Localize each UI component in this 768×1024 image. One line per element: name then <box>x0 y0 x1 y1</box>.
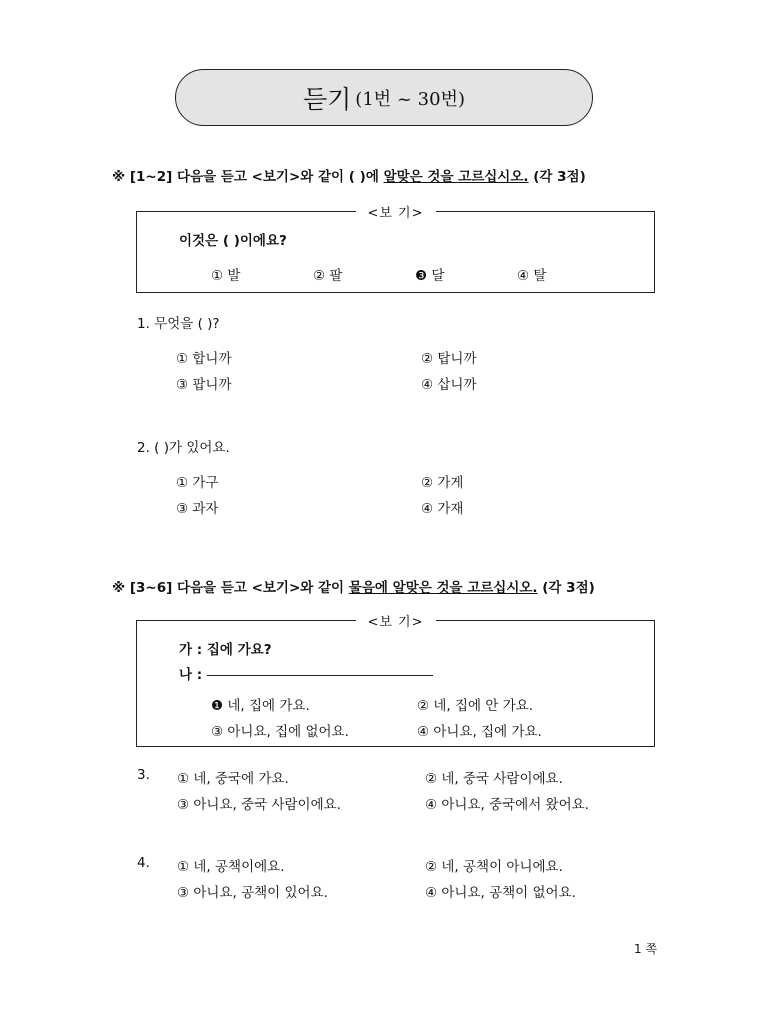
answer-option[interactable]: ④ 삽니까 <box>421 377 477 393</box>
question-2: 2. ( )가 있어요. <box>137 440 230 456</box>
answer-option[interactable]: ② 네, 중국 사람이에요. <box>425 771 563 787</box>
example-option: ④ 탈 <box>517 268 547 284</box>
example-box <box>136 206 655 293</box>
example-label: <보 기> <box>355 611 435 630</box>
answer-option[interactable]: ③ 팝니까 <box>176 377 232 393</box>
example-option: ② 네, 집에 안 가요. <box>417 698 534 714</box>
answer-option[interactable]: ④ 가재 <box>421 501 464 517</box>
page-number: 1 쪽 <box>634 942 658 956</box>
instruction-points: (각 3점) <box>537 580 595 596</box>
question-4-number: 4. <box>137 855 150 871</box>
section2-instruction <box>112 576 595 596</box>
answer-option[interactable]: ③ 아니요, 공책이 있어요. <box>177 885 328 901</box>
example-label: <보 기> <box>355 202 435 221</box>
answer-option[interactable]: ③ 과자 <box>176 501 219 517</box>
answer-blank-line <box>207 675 433 676</box>
example-dialogue-ga: 가 : 집에 가요? <box>179 642 272 658</box>
instruction-text: ※ [1~2] 다음을 듣고 <보기>와 같이 ( )에 <box>112 169 384 185</box>
answer-option[interactable]: ③ 아니요, 중국 사람이에요. <box>177 797 341 813</box>
answer-option[interactable]: ④ 아니요, 공책이 없어요. <box>425 885 576 901</box>
example-dialogue-na: 나 : <box>179 667 203 683</box>
section-title-range: (1번 ~ 30번) <box>355 88 465 110</box>
answer-option[interactable]: ④ 아니요, 중국에서 왔어요. <box>425 797 589 813</box>
answer-option[interactable]: ② 탑니까 <box>421 351 477 367</box>
example-option: ① 발 <box>211 268 241 284</box>
instruction-underlined: 알맞은 것을 고르십시오. <box>383 169 529 185</box>
section1-instruction <box>112 165 586 185</box>
instruction-underlined: 물음에 알맞은 것을 고르십시오. <box>348 580 538 596</box>
answer-option[interactable]: ② 네, 공책이 아니에요. <box>425 859 563 875</box>
instruction-points: (각 3점) <box>528 169 586 185</box>
example-option: ❸ 달 <box>415 268 445 284</box>
answer-option[interactable]: ① 네, 공책이에요. <box>177 859 285 875</box>
example-option: ❶ 네, 집에 가요. <box>211 698 310 714</box>
example-box <box>136 615 655 747</box>
example-option: ③ 아니요, 집에 없어요. <box>211 724 349 740</box>
section-title-box <box>175 69 593 126</box>
example-question: 이것은 ( )이에요? <box>179 233 287 249</box>
example-option: ② 팔 <box>313 268 343 284</box>
section-title: 듣기 <box>302 84 352 114</box>
question-1: 1. 무엇을 ( )? <box>137 316 220 332</box>
answer-option[interactable]: ① 네, 중국에 가요. <box>177 771 289 787</box>
question-3-number: 3. <box>137 767 150 783</box>
instruction-text: ※ [3~6] 다음을 듣고 <보기>와 같이 <box>112 580 349 596</box>
answer-option[interactable]: ① 가구 <box>176 475 219 491</box>
answer-option[interactable]: ② 가게 <box>421 475 464 491</box>
answer-option[interactable]: ① 합니까 <box>176 351 232 367</box>
example-option: ④ 아니요, 집에 가요. <box>417 724 542 740</box>
